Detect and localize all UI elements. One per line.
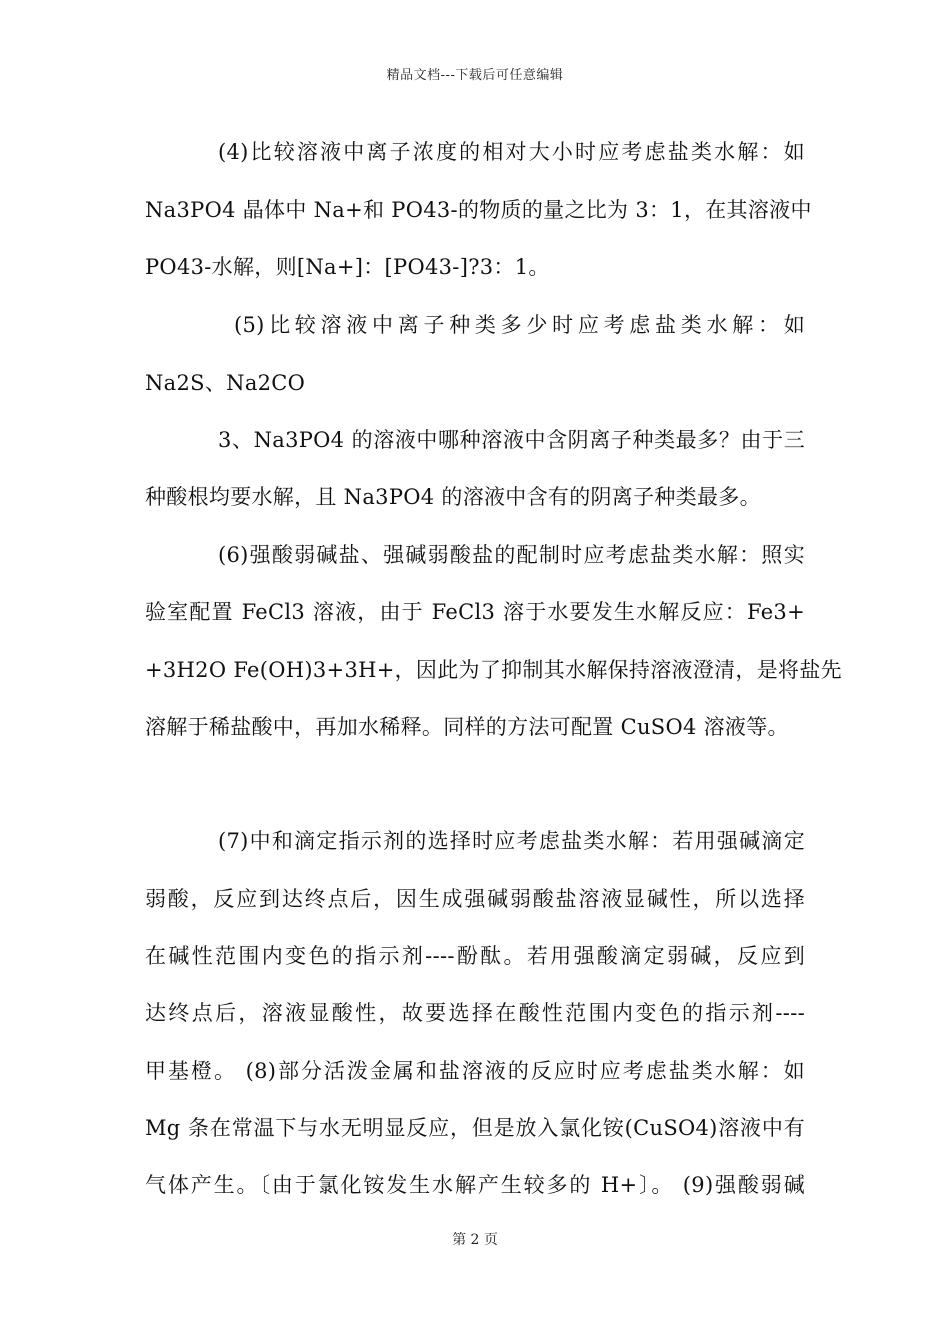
text-line: (4)比较溶液中离子浓度的相对大小时应考虑盐类水解：如 [218, 140, 805, 164]
text-line: (7)中和滴定指示剂的选择时应考虑盐类水解：若用强碱滴定 [218, 829, 805, 853]
page-number: 第 2 页 [452, 1232, 498, 1248]
text-line: Mg 条在常温下与水无明显反应，但是放入氯化铵(CuSO4)溶液中有 [145, 1116, 805, 1140]
text-line: 达终点后，溶液显酸性，故要选择在酸性范围内变色的指示剂---- [145, 1001, 805, 1025]
text-line: 溶解于稀盐酸中，再加水稀释。同样的方法可配置 CuSO4 溶液等。 [145, 715, 789, 739]
text-line: 在碱性范围内变色的指示剂----酚酞。若用强酸滴定弱碱，反应到 [145, 944, 805, 968]
text-line: 3、Na3PO4 的溶液中哪种溶液中含阴离子种类最多？由于三 [218, 428, 805, 452]
text-line: Na3PO4 晶体中 Na+和 PO43-的物质的量之比为 3：1，在其溶液中 [145, 198, 812, 222]
text-line: 甲基橙。 (8)部分活泼金属和盐溶液的反应时应考虑盐类水解：如 [145, 1059, 805, 1083]
text-line: (6)强酸弱碱盐、强碱弱酸盐的配制时应考虑盐类水解：照实 [218, 543, 805, 567]
page-header: 精品文档---下载后可任意编辑 [386, 68, 564, 83]
text-line: 种酸根均要水解，且 Na3PO4 的溶液中含有的阴离子种类最多。 [145, 485, 761, 509]
text-line: 气体产生。〔由于氯化铵发生水解产生较多的 H+〕。 (9)强酸弱碱 [145, 1173, 805, 1197]
text-line: (5)比较溶液中离子种类多少时应考虑盐类水解：如 [234, 313, 805, 337]
text-line: 弱酸，反应到达终点后，因生成强碱弱酸盐溶液显碱性，所以选择 [145, 887, 805, 911]
text-line: +3H2O Fe(OH)3+3H+，因此为了抑制其水解保持溶液澄清，是将盐先 [145, 658, 842, 682]
text-line: Na2S、Na2CO [145, 371, 306, 395]
text-line: 验室配置 FeCl3 溶液，由于 FeCl3 溶于水要发生水解反应：Fe3+ [145, 600, 805, 624]
text-line: PO43-水解，则[Na+]：[PO43-]?3：1。 [145, 255, 550, 279]
